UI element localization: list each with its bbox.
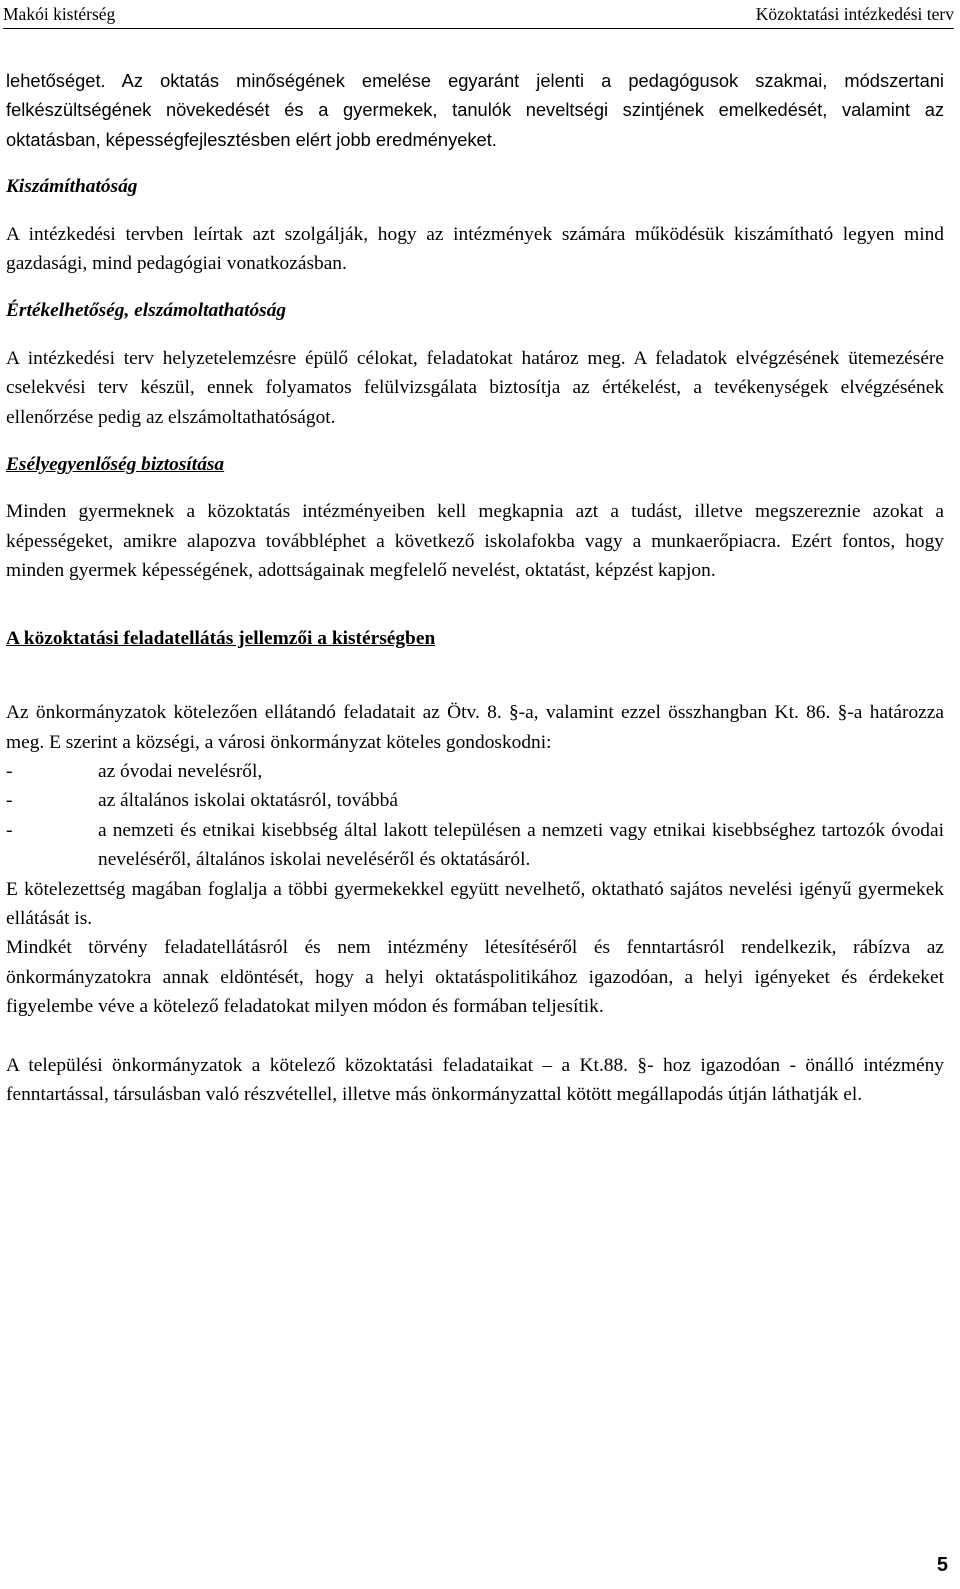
paragraph-equal-opportunity: Minden gyermeknek a közoktatás intézményeiben kell megkapnia azt a tudást, illetve megszereznie azokat a képességeket, amikre alapozva továbbléphet a következő iskolafokba vagy a munkaerőpiacra. Ezért fontos, hogy minden gyermek képességének, adottságainak megfelelő nevelést, oktatást, képzést kapjon. — [6, 501, 944, 582]
list-item — [6, 816, 944, 875]
paragraph-predictability: A intézkedési tervben leírtak azt szolgálják, hogy az intézmények számára működésük kiszámítható legyen mind gazdasági, mind pedagógiai vonatkozásban. — [6, 223, 944, 275]
paragraph-accountability: A intézkedési terv helyzetelemzésre épülő célokat, feladatokat határoz meg. A feladatok elvégzésének ütemezésére cselekvési terv készül, ennek folyamatos felülvizsgálata biztosítja az értékelést, a tevékenységek elvégzésének ellenőrzése pedig az elszámoltathatóságot. — [6, 347, 944, 428]
header-document-title: Közoktatási intézkedési terv — [755, 4, 954, 24]
list-item-text: az óvodai nevelésről, — [98, 760, 263, 782]
document-body — [6, 66, 944, 1109]
heading-predictability: Kiszámíthatóság — [6, 176, 138, 198]
list-marker: - — [6, 790, 13, 812]
obligations-list — [6, 757, 944, 875]
page-header — [3, 2, 954, 29]
list-item — [6, 786, 944, 815]
paragraph-special-needs: E kötelezettség magában foglalja a többi gyermekekkel együtt nevelhető, oktatható sajátos nevelési igényű gyermekek ellátását is. — [6, 878, 944, 929]
intro-paragraph: lehetőséget. Az oktatás minőségének emelése egyaránt jelenti a pedagógusok szakmai, módszertani felkészültségének növekedését és a gyermekek, tanulók neveltségi szintjének emelkedését, valamint az oktatásban, képességfejlesztésben elért jobb eredményeket. — [6, 70, 944, 150]
list-marker: - — [6, 760, 13, 782]
paragraph-municipalities: A települési önkormányzatok a kötelező közoktatási feladataikat – a Kt.88. §- hoz igazodóan - önálló intézmény fenntartással, társulásban való részvétellel, illetve más önkormányzattal kötött megállapodás útján láthatják el. — [6, 1054, 944, 1105]
list-item — [6, 757, 944, 786]
heading-equal-opportunity: Esélyegyenlőség biztosítása — [6, 454, 225, 476]
section-title: A közoktatási feladatellátás jellemzői a kistérségben — [6, 627, 436, 649]
list-marker: - — [6, 819, 13, 841]
page-number: 5 — [936, 1554, 948, 1576]
list-item-text: a nemzeti és etnikai kisebbség által lakott településen a nemzeti vagy etnikai kisebbséghez tartozók óvodai neveléséről, általános iskolai neveléséről és oktatásáról. — [98, 819, 944, 871]
paragraph-spacer — [6, 1022, 944, 1051]
heading-accountability: Értékelhetőség, elszámoltathatóság — [6, 300, 287, 322]
list-item-text: az általános iskolai oktatásról, továbbá — [98, 790, 398, 812]
paragraph-obligations: Az önkormányzatok kötelezően ellátandó feladatait az Ötv. 8. §-a, valamint ezzel összhangban Kt. 86. §-a határozza meg. E szerint a községi, a városi önkormányzat köteles gondoskodni: — [6, 702, 944, 753]
header-region-title: Makói kistérség — [3, 4, 116, 24]
paragraph-laws: Mindkét törvény feladatellátásról és nem intézmény létesítéséről és fenntartásról rendelkezik, rábízva az önkormányzatokra annak eldöntését, hogy a helyi oktatáspolitikához igazodóan, a helyi igényeket és érdekeket figyelembe véve a kötelező feladatokat milyen módon és formában teljesítik. — [6, 937, 944, 1018]
